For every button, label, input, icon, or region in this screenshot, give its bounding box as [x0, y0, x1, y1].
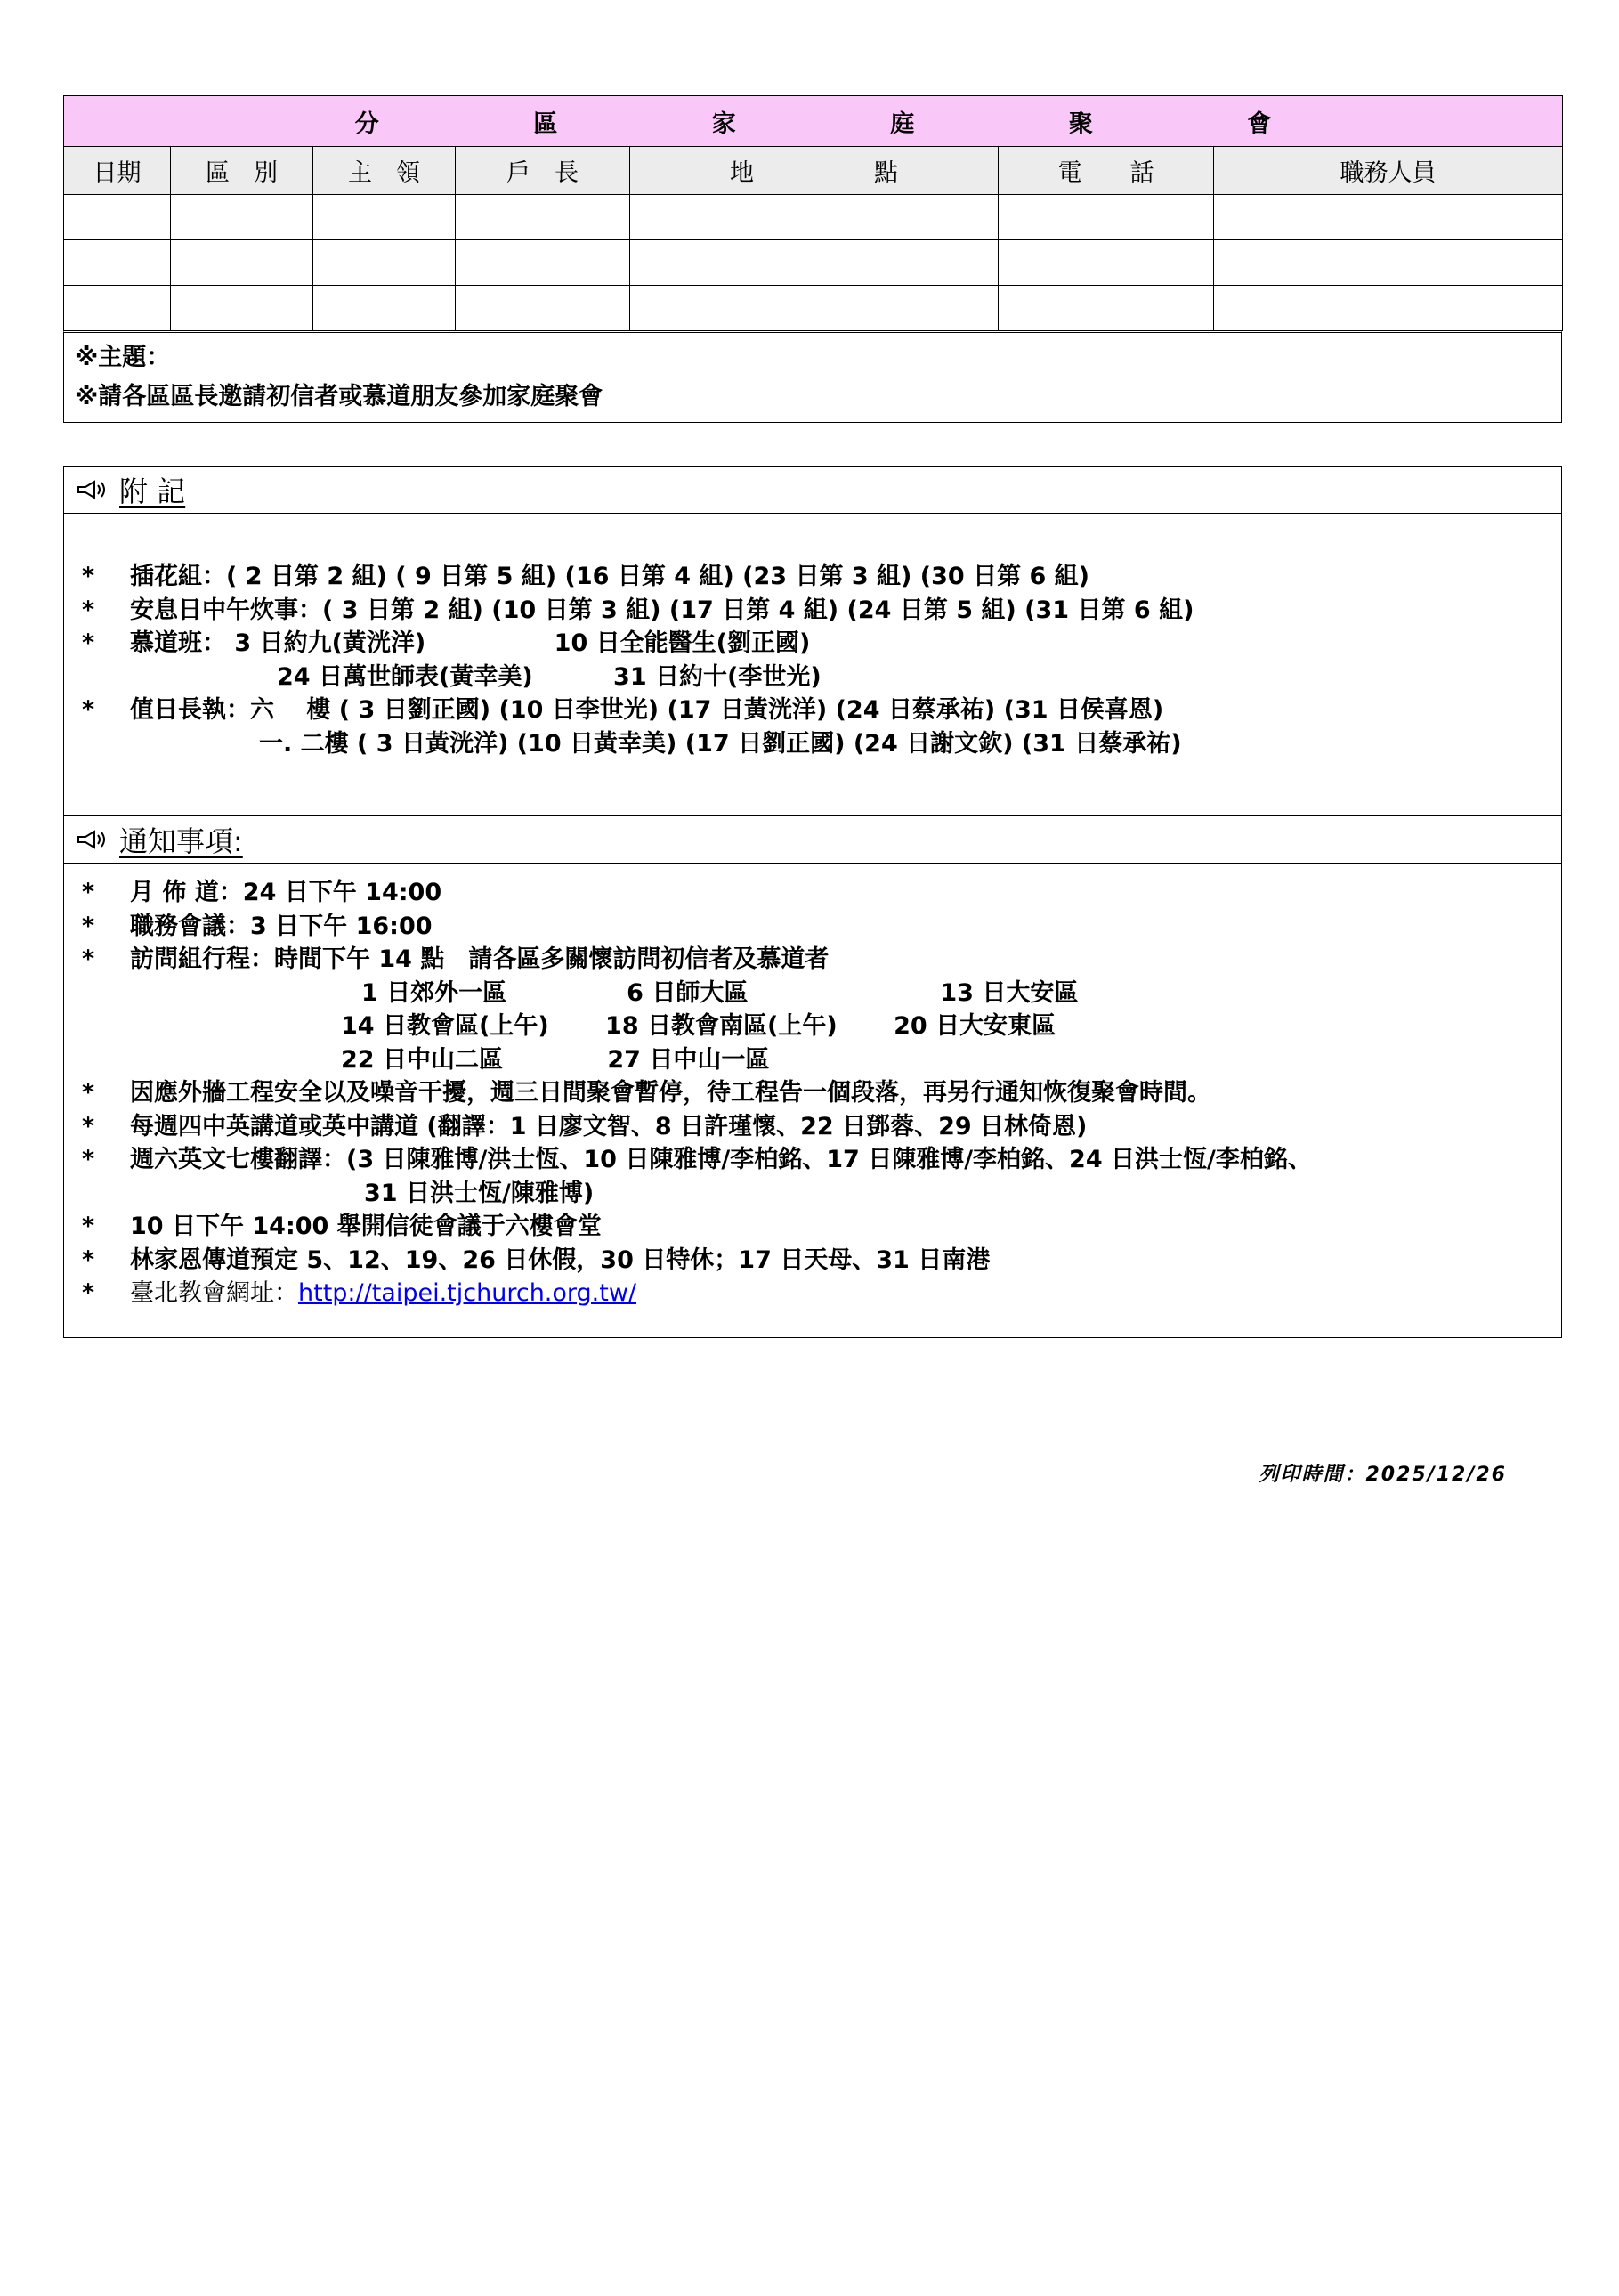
table-cell[interactable]	[171, 286, 313, 331]
list-item	[82, 1043, 1561, 1077]
list-item	[82, 594, 1561, 628]
list-item-text: 10 日下午 14:00 舉開信徒會議于六樓會堂	[130, 1213, 602, 1240]
bullet: *	[82, 1245, 95, 1274]
table-cell[interactable]	[999, 195, 1214, 240]
list-item-text: 月 佈 道：24 日下午 14:00	[130, 879, 442, 906]
list-item-text: 22 日中山二區 27 日中山一區	[341, 1045, 770, 1074]
notes-header	[64, 467, 1561, 514]
table-row	[64, 286, 1563, 331]
list-item-text: 訪問組行程：時間下午 14 點 請各區多關懷訪問初信者及慕道者	[130, 945, 830, 973]
column-header: 戶 長	[456, 147, 630, 195]
column-header: 職務人員	[1214, 147, 1563, 195]
list-item	[82, 876, 1561, 910]
list-item-text: 14 日教會區(上午) 18 日教會南區(上午) 20 日大安東區	[341, 1012, 1056, 1040]
table-row	[64, 240, 1563, 286]
list-item-text: 林家恩傳道預定 5、12、19、26 日休假，30 日特休；17 日天母、31 日南港	[130, 1245, 991, 1274]
table-cell[interactable]	[64, 240, 171, 286]
megaphone-icon	[77, 479, 109, 500]
bullet	[82, 1177, 130, 1211]
table-cell[interactable]	[1214, 240, 1563, 286]
list-item	[82, 977, 1561, 1010]
list-item-text: 慕道班： 3 日約九(黃洸洋) 10 日全能醫生(劉正國)	[130, 629, 811, 657]
list-item	[82, 627, 1561, 661]
theme-label: ※主題：	[75, 344, 171, 371]
table-cell[interactable]	[456, 195, 630, 240]
list-item-text: 週六英文七樓翻譯：(3 日陳雅博/洪士恆、10 日陳雅博/李柏銘、17 日陳雅博/李柏銘、24 日洪士恆/李柏銘、	[130, 1146, 1312, 1173]
list-item-text: 安息日中午炊事：( 3 日第 2 組) (10 日第 3 組) (17 日第 4 組) (24 日第 5 組) (31 日第 6 組)	[130, 596, 1194, 624]
column-header: 主 領	[313, 147, 456, 195]
list-item	[82, 1177, 1561, 1211]
list-item	[82, 943, 1561, 977]
bullet: *	[82, 1079, 95, 1107]
list-item-text: 插花組：( 2 日第 2 組) ( 9 日第 5 組) (16 日第 4 組) (23 日第 3 組) (30 日第 6 組)	[130, 563, 1090, 590]
title-char: 庭	[890, 110, 915, 138]
title-char: 分	[354, 110, 379, 138]
bulletin-page	[63, 95, 1562, 1486]
list-item	[82, 1010, 1561, 1043]
table-cell[interactable]	[64, 195, 171, 240]
table-cell[interactable]	[64, 286, 171, 331]
column-header: 電 話	[999, 147, 1214, 195]
list-item-text: 31 日洪士恆/陳雅博)	[364, 1179, 595, 1207]
title-char: 會	[1247, 110, 1272, 138]
column-header: 地 點	[630, 147, 999, 195]
megaphone-icon	[77, 829, 109, 850]
theme-box	[63, 330, 1562, 423]
list-item-text: 24 日萬世師表(黃幸美) 31 日約十(李世光)	[277, 662, 822, 691]
title-char: 家	[711, 110, 736, 138]
table-cell[interactable]	[456, 240, 630, 286]
title-char: 區	[533, 110, 558, 138]
list-item-text: 值日長執：六 樓 ( 3 日劉正國) (10 日李世光) (17 日黃洸洋) (24 日蔡承祐) (31 日侯喜恩)	[130, 696, 1164, 724]
bullet	[82, 727, 130, 761]
list-item	[82, 661, 1561, 694]
table-title-row	[64, 96, 1563, 147]
table-cell[interactable]	[630, 240, 999, 286]
table-title	[64, 96, 1563, 147]
website-label: 臺北教會網址：	[130, 1279, 298, 1307]
list-item-text: 每週四中英講道或英中講道 (翻譯：1 日廖文智、8 日許瑾懷、22 日鄧蓉、29 日林倚恩)	[130, 1112, 1088, 1140]
bullet: *	[82, 696, 95, 724]
bullet	[82, 1043, 130, 1077]
column-header: 日期	[64, 147, 171, 195]
bullet: *	[82, 563, 95, 590]
table-cell[interactable]	[630, 286, 999, 331]
notes-heading: 附 記	[119, 475, 186, 508]
notes-body	[64, 514, 1561, 815]
bullet	[82, 1010, 130, 1043]
column-header: 區 別	[171, 147, 313, 195]
table-row	[64, 195, 1563, 240]
table-cell[interactable]	[630, 195, 999, 240]
notices-heading: 通知事項:	[119, 824, 243, 858]
table-cell[interactable]	[456, 286, 630, 331]
list-item	[82, 694, 1561, 727]
theme-text: ※請各區區長邀請初信者或慕道朋友參加家庭聚會	[75, 383, 603, 410]
table-cell[interactable]	[171, 240, 313, 286]
table-cell[interactable]	[313, 286, 456, 331]
list-item	[82, 1076, 1561, 1110]
website-link[interactable]: http://taipei.tjchurch.org.tw/	[298, 1279, 637, 1307]
list-item	[82, 1244, 1561, 1278]
bullet: *	[82, 629, 95, 657]
website-row	[82, 1277, 1561, 1310]
title-char: 聚	[1068, 110, 1093, 138]
list-item	[82, 1110, 1561, 1144]
list-item-text: 一. 二樓 ( 3 日黃洸洋) (10 日黃幸美) (17 日劉正國) (24 日謝文欽) (31 日蔡承祐)	[259, 729, 1182, 758]
list-item	[82, 910, 1561, 944]
home-meeting-table	[63, 95, 1563, 331]
list-item	[82, 1143, 1561, 1177]
bullet: *	[82, 1112, 95, 1140]
list-item-text: 職務會議：3 日下午 16:00	[130, 912, 433, 940]
bullet: *	[82, 945, 95, 973]
bullet: *	[82, 596, 95, 624]
print-time: 列印時間：2025/12/26	[1259, 1464, 1507, 1486]
notes-section	[63, 466, 1562, 816]
bullet: *	[82, 1279, 95, 1307]
table-cell[interactable]	[313, 195, 456, 240]
bullet: *	[82, 879, 95, 906]
bullet: *	[82, 1213, 95, 1240]
bullet	[82, 661, 130, 694]
list-item	[82, 560, 1561, 594]
bullet: *	[82, 912, 95, 940]
table-cell[interactable]	[1214, 286, 1563, 331]
notices-header	[64, 816, 1561, 864]
bullet: *	[82, 1146, 95, 1173]
table-cell[interactable]	[313, 240, 456, 286]
list-item	[82, 727, 1561, 761]
list-item	[82, 1210, 1561, 1244]
table-cell[interactable]	[999, 240, 1214, 286]
table-cell[interactable]	[1214, 195, 1563, 240]
list-item-text: 1 日郊外一區 6 日師大區 13 日大安區	[361, 978, 1079, 1007]
notices-section	[63, 815, 1562, 1338]
notices-body	[64, 864, 1561, 1337]
bullet	[82, 977, 130, 1010]
table-cell[interactable]	[171, 195, 313, 240]
table-header-row	[64, 147, 1563, 195]
list-item-text: 因應外牆工程安全以及噪音干擾，週三日間聚會暫停，待工程告一個段落，再另行通知恢復聚會時間。	[130, 1079, 1211, 1107]
table-cell[interactable]	[999, 286, 1214, 331]
